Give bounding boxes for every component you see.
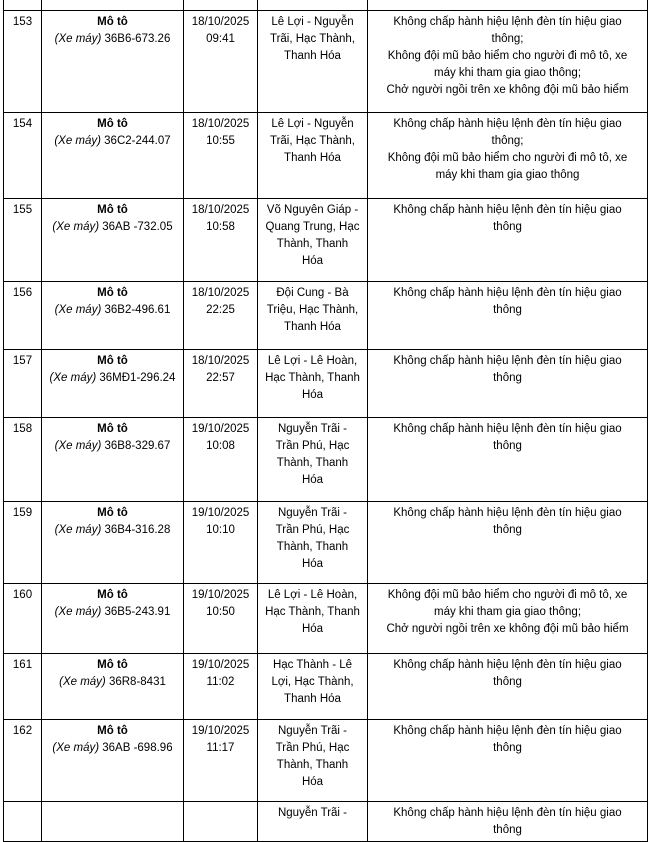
vehicle-plate-line: (Xe máy) 36B8-329.67	[54, 439, 171, 452]
location-cell: Lê Lợi - Nguyễn Trãi, Hạc Thành, Thanh Hóa	[258, 10, 368, 112]
vehicle-type: Mô tô	[97, 588, 128, 601]
table-row	[4, 801, 648, 841]
violation-cell	[368, 801, 648, 841]
vehicle-plate-line: (Xe máy) 36B5-243.91	[54, 605, 171, 618]
table-row	[4, 719, 648, 801]
vehicle-type: Mô tô	[97, 506, 128, 519]
violation-item: Không chấp hành hiệu lệnh đèn tín hiệu giao thông	[393, 286, 622, 316]
violation-date: 18/10/2025	[191, 203, 250, 216]
row-number-cell: 157	[4, 349, 42, 417]
violation-time: 09:41	[206, 32, 235, 45]
violation-cell	[368, 583, 648, 653]
row-number-cell: 156	[4, 281, 42, 349]
vehicle-cell	[42, 112, 184, 198]
violation-item: Không chấp hành hiệu lệnh đèn tín hiệu giao thông;	[393, 15, 622, 45]
datetime-cell	[184, 719, 258, 801]
violation-item: Không chấp hành hiệu lệnh đèn tín hiệu giao thông;	[393, 117, 622, 147]
vehicle-cell	[42, 719, 184, 801]
violation-date: 18/10/2025	[191, 15, 250, 28]
row-number-cell: 159	[4, 501, 42, 583]
violation-time: 22:57	[206, 371, 235, 384]
datetime-cell	[184, 10, 258, 112]
vehicle-type: Mô tô	[97, 724, 128, 737]
location-cell: Nguyễn Trãi - Trần Phú, Hạc Thành, Thanh Hóa	[258, 417, 368, 501]
vehicle-cell	[42, 417, 184, 501]
table-row	[4, 0, 648, 10]
vehicle-subtype: (Xe máy)	[54, 439, 102, 452]
violation-cell	[368, 653, 648, 719]
violation-item: Chở người ngồi trên xe không đội mũ bảo hiểm	[386, 622, 629, 635]
violation-item: Không chấp hành hiệu lệnh đèn tín hiệu giao thông	[393, 354, 622, 384]
vehicle-cell	[42, 198, 184, 281]
vehicle-cell	[42, 501, 184, 583]
table-row	[4, 653, 648, 719]
vehicle-cell	[42, 801, 184, 841]
violation-item: Không đội mũ bảo hiểm cho người đi mô tô, xe máy khi tham gia giao thông;	[387, 588, 628, 618]
vehicle-type: Mô tô	[97, 203, 128, 216]
location-cell: Nguyễn Trãi - Trần Phú, Hạc Thành, Thanh Hóa	[258, 719, 368, 801]
violation-date: 18/10/2025	[191, 117, 250, 130]
violation-item: Không đội mũ bảo hiểm cho người đi mô tô, xe máy khi tham gia giao thông	[387, 151, 628, 181]
violation-date: 19/10/2025	[191, 422, 250, 435]
violation-item: Không chấp hành hiệu lệnh đèn tín hiệu giao thông	[393, 658, 622, 688]
vehicle-type: Mô tô	[97, 422, 128, 435]
violation-cell	[368, 198, 648, 281]
location-cell: Lê Lợi - Lê Hoàn, Hạc Thành, Thanh Hóa	[258, 583, 368, 653]
location-cell: Hạc Thành - Lê Lợi, Hạc Thành, Thanh Hóa	[258, 653, 368, 719]
vehicle-cell	[42, 349, 184, 417]
table-row	[4, 281, 648, 349]
violation-date: 19/10/2025	[191, 658, 250, 671]
violation-time: 10:50	[206, 605, 235, 618]
datetime-cell	[184, 417, 258, 501]
violation-time: 11:02	[206, 675, 235, 688]
violation-cell	[368, 10, 648, 112]
vehicle-cell	[42, 653, 184, 719]
violation-item: Chở người ngồi trên xe không đội mũ bảo hiểm	[386, 83, 629, 96]
datetime-cell	[184, 281, 258, 349]
violation-item: Không chấp hành hiệu lệnh đèn tín hiệu giao thông	[393, 422, 622, 452]
datetime-cell	[184, 349, 258, 417]
violation-cell	[368, 417, 648, 501]
location-cell: Lê Lợi - Lê Hoàn, Hạc Thành, Thanh Hóa	[258, 349, 368, 417]
vehicle-plate-line: (Xe máy) 36B2-496.61	[54, 303, 171, 316]
datetime-cell	[184, 112, 258, 198]
violation-table	[3, 0, 648, 842]
vehicle-subtype: (Xe máy)	[54, 32, 102, 45]
row-number-cell: 158	[4, 417, 42, 501]
row-number-cell	[4, 801, 42, 841]
datetime-cell	[184, 653, 258, 719]
violation-item: Không đội mũ bảo hiểm cho người đi mô tô, xe máy khi tham gia giao thông;	[387, 49, 628, 79]
violation-time: 10:58	[206, 220, 235, 233]
violation-time: 11:17	[206, 741, 235, 754]
row-number-cell: 162	[4, 719, 42, 801]
vehicle-subtype: (Xe máy)	[49, 371, 97, 384]
vehicle-type: Mô tô	[97, 15, 128, 28]
vehicle-type: Mô tô	[97, 658, 128, 671]
table-row	[4, 417, 648, 501]
vehicle-plate-line: (Xe máy) 36R8-8431	[59, 675, 166, 688]
location-cell: Đội Cung - Bà Triệu, Hạc Thành, Thanh Hóa	[258, 281, 368, 349]
row-number-cell: 155	[4, 198, 42, 281]
datetime-cell	[184, 0, 258, 10]
row-number-cell: 161	[4, 653, 42, 719]
row-number-cell: 154	[4, 112, 42, 198]
vehicle-subtype: (Xe máy)	[54, 303, 102, 316]
violation-date: 19/10/2025	[191, 506, 250, 519]
vehicle-cell	[42, 10, 184, 112]
vehicle-subtype: (Xe máy)	[54, 523, 102, 536]
violation-table-body	[4, 0, 648, 841]
location-cell	[258, 0, 368, 10]
location-cell: Lê Lợi - Nguyễn Trãi, Hạc Thành, Thanh Hóa	[258, 112, 368, 198]
vehicle-plate-line: (Xe máy) 36B4-316.28	[54, 523, 171, 536]
vehicle-type: Mô tô	[97, 286, 128, 299]
vehicle-cell	[42, 0, 184, 10]
violation-date: 19/10/2025	[191, 588, 250, 601]
violation-date: 18/10/2025	[191, 286, 250, 299]
table-row	[4, 583, 648, 653]
table-row	[4, 10, 648, 112]
violation-cell	[368, 501, 648, 583]
vehicle-cell	[42, 583, 184, 653]
table-row	[4, 349, 648, 417]
location-cell: Nguyễn Trãi -	[258, 801, 368, 841]
violation-item: Không chấp hành hiệu lệnh đèn tín hiệu giao thông	[393, 506, 622, 536]
location-cell: Nguyễn Trãi - Trần Phú, Hạc Thành, Thanh Hóa	[258, 501, 368, 583]
vehicle-plate-line: (Xe máy) 36C2-244.07	[54, 134, 171, 147]
violation-time: 22:25	[206, 303, 235, 316]
violation-item: Không chấp hành hiệu lệnh đèn tín hiệu giao thông	[393, 724, 622, 754]
vehicle-plate-line: (Xe máy) 36MĐ1-296.24	[49, 371, 176, 384]
vehicle-subtype: (Xe máy)	[52, 220, 100, 233]
violation-time: 10:55	[206, 134, 235, 147]
vehicle-cell	[42, 281, 184, 349]
vehicle-subtype: (Xe máy)	[54, 605, 102, 618]
row-number-cell: 160	[4, 583, 42, 653]
violation-date: 18/10/2025	[191, 354, 250, 367]
violation-date: 19/10/2025	[191, 724, 250, 737]
vehicle-plate-line: (Xe máy) 36AB -698.96	[52, 741, 173, 754]
table-row	[4, 198, 648, 281]
vehicle-type: Mô tô	[97, 354, 128, 367]
vehicle-subtype: (Xe máy)	[54, 134, 101, 147]
vehicle-plate-line: (Xe máy) 36B6-673.26	[54, 32, 171, 45]
violation-cell	[368, 112, 648, 198]
datetime-cell	[184, 501, 258, 583]
row-number-cell	[4, 0, 42, 10]
violation-cell	[368, 0, 648, 10]
datetime-cell	[184, 198, 258, 281]
violation-cell	[368, 281, 648, 349]
datetime-cell	[184, 801, 258, 841]
violation-time: 10:08	[206, 439, 235, 452]
violation-item: Không chấp hành hiệu lệnh đèn tín hiệu giao thông	[393, 203, 622, 233]
location-cell: Võ Nguyên Giáp - Quang Trung, Hạc Thành, Thanh Hóa	[258, 198, 368, 281]
row-number-cell: 153	[4, 10, 42, 112]
violation-item: Không chấp hành hiệu lệnh đèn tín hiệu giao thông	[393, 806, 622, 836]
violation-cell	[368, 719, 648, 801]
violation-time: 10:10	[206, 523, 235, 536]
vehicle-subtype: (Xe máy)	[52, 741, 100, 754]
violation-cell	[368, 349, 648, 417]
table-row	[4, 501, 648, 583]
vehicle-subtype: (Xe máy)	[59, 675, 106, 688]
vehicle-plate-line: (Xe máy) 36AB -732.05	[52, 220, 173, 233]
vehicle-type: Mô tô	[97, 117, 128, 130]
datetime-cell	[184, 583, 258, 653]
table-row	[4, 112, 648, 198]
